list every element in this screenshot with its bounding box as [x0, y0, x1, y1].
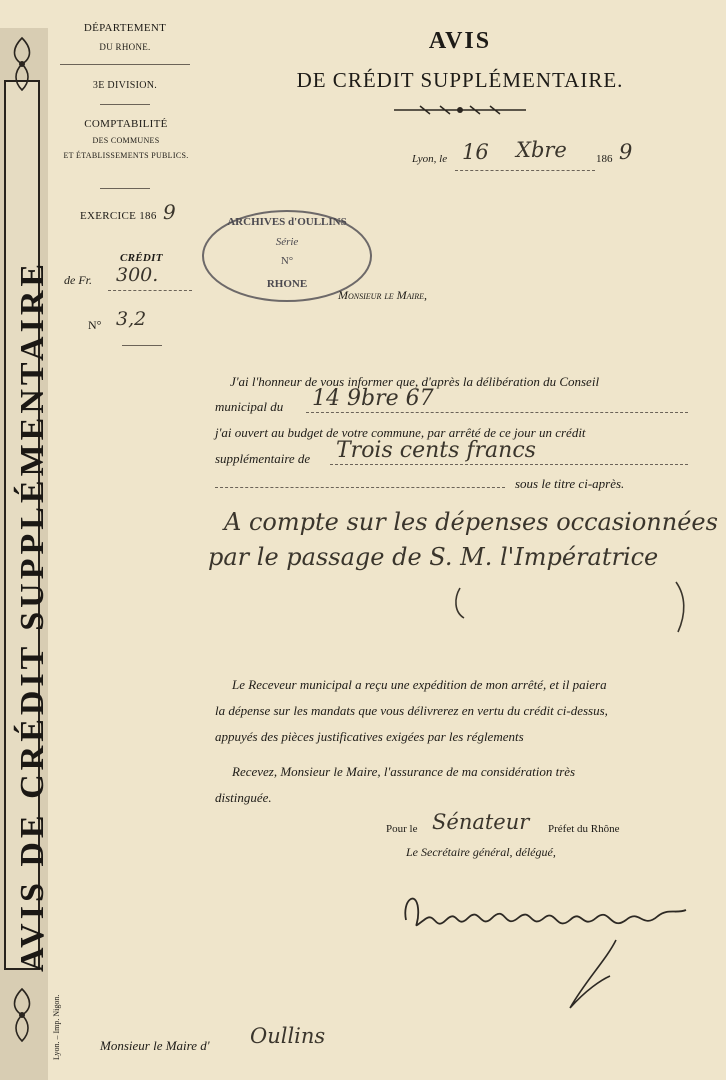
purpose-hand-2: par le passage de S. M. l'Impératrice: [208, 543, 659, 571]
body-line-6: Le Receveur municipal a reçu une expédition de mon arrêté, et il paiera: [232, 677, 607, 692]
exercise-hand: 9: [163, 200, 176, 224]
handwritten-signature: [396, 880, 708, 1020]
body-line-10: distinguée.: [215, 790, 272, 805]
date-year-hand: 9: [619, 140, 633, 164]
accounting-label: COMPTABILITÉ: [84, 118, 168, 130]
body-line-4: supplémentaire de: [215, 451, 311, 466]
department-label: DÉPARTEMENT: [83, 22, 167, 34]
body-line-9: Recevez, Monsieur le Maire, l'assurance de ma considération très: [232, 764, 576, 779]
credit-de-label: de Fr.: [64, 273, 92, 287]
ornament-icon-top: [8, 34, 36, 94]
council-date-hand: 14 9bre 67: [312, 386, 434, 411]
number-label: N°: [88, 318, 102, 332]
date-prefix: Lyon, le: [412, 153, 448, 165]
date-day: 16: [462, 140, 489, 164]
amount-words-hand: Trois cents francs: [336, 438, 536, 463]
divider: [100, 188, 150, 189]
printer-line: Lyon. – Imp. Nigon.: [52, 994, 61, 1060]
credit-line: [108, 290, 192, 291]
divider: [60, 64, 190, 65]
date-year-print: 186: [596, 153, 613, 165]
pen-stroke: [450, 578, 700, 638]
fill-line: [330, 464, 688, 465]
fill-line: [306, 412, 688, 413]
body-line-7: la dépense sur les mandats que vous délivrerez en vertu du crédit ci-dessus,: [215, 703, 608, 718]
accounting-sub: DES COMMUNES: [92, 136, 160, 145]
divider: [122, 345, 162, 346]
salutation: Monsieur le Maire,: [338, 288, 427, 302]
body-line-2: municipal du: [215, 399, 284, 414]
divider: [100, 104, 150, 105]
flourish-divider: [390, 104, 530, 116]
date-month: Xbre: [516, 138, 567, 162]
body-line-1: J'ai l'honneur de vous informer que, d'après la délibération du Conseil: [230, 374, 600, 389]
signature-secretary: Le Secrétaire général, délégué,: [406, 845, 556, 859]
footer-commune-hand: Oullins: [250, 1024, 326, 1048]
fill-line: [215, 487, 505, 488]
credit-label: CRÉDIT: [120, 252, 163, 264]
footer-maire: Monsieur le Maire d': [100, 1038, 210, 1053]
side-band-title: AVIS DE CRÉDIT SUPPLÉMENTAIRE: [14, 259, 51, 972]
exercise-label: EXERCICE 186: [80, 210, 157, 222]
body-line-8: appuyés des pièces justificatives exigées par les réglements: [215, 729, 524, 744]
archive-stamp: ARCHIVES d'OULLINS Série N° RHONE: [200, 208, 374, 304]
body-line-5: sous le titre ci-après.: [515, 476, 625, 491]
signature-prefet: Préfet du Rhône: [548, 823, 620, 835]
date-line: [455, 170, 595, 171]
signature-pour: Pour le: [386, 823, 418, 835]
signature-pour-hand: Sénateur: [432, 810, 530, 834]
department-name: DU RHONE.: [99, 42, 151, 52]
accounting-sub2: ET ÉTABLISSEMENTS PUBLICS.: [63, 151, 189, 160]
notice-title: AVIS: [428, 28, 492, 54]
notice-subtitle: DE CRÉDIT SUPPLÉMENTAIRE.: [296, 68, 624, 92]
body-line-3: j'ai ouvert au budget de votre commune, par arrêté de ce jour un crédit: [215, 425, 586, 440]
number-hand: 3,2: [116, 308, 147, 330]
purpose-hand-1: A compte sur les dépenses occasionnées: [224, 508, 718, 536]
division-label: 3E DIVISION.: [92, 80, 158, 91]
ornament-icon-bottom: [8, 985, 36, 1045]
credit-amount: 300.: [116, 264, 159, 286]
